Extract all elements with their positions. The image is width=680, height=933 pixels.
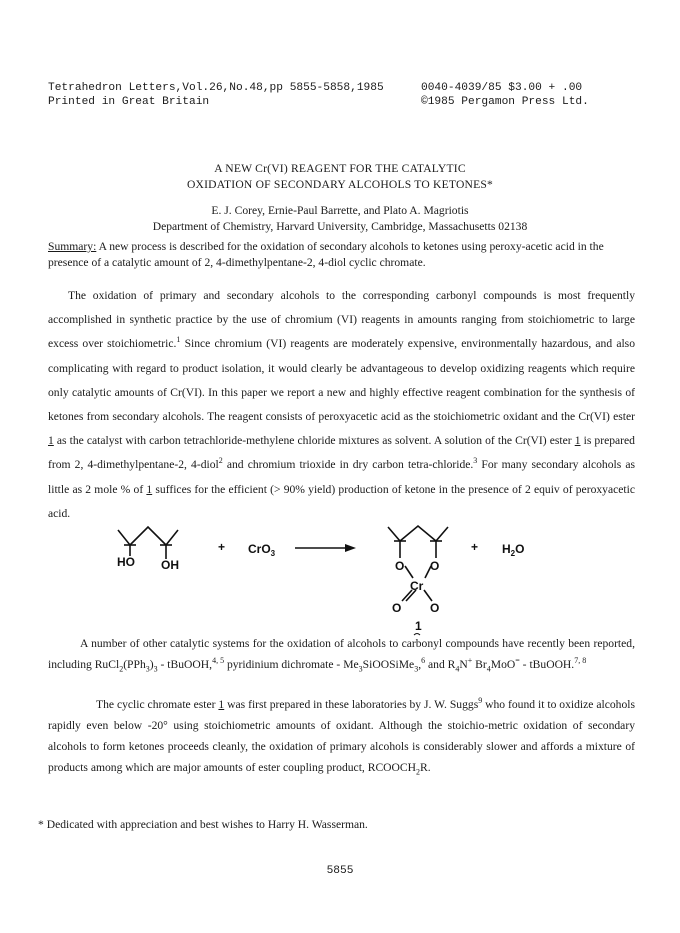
cro3-formula: CrO$_3$ — [248, 542, 276, 558]
article-title — [0, 161, 680, 192]
water-formula: $H_2O$ — [502, 542, 525, 558]
oxo-left: O — [392, 601, 402, 615]
diol-structure — [118, 527, 178, 559]
copyright: ©1985 Pergamon Press Ltd. — [421, 96, 589, 108]
p2-text-j: Br — [472, 657, 487, 671]
ref-6: 6 — [421, 655, 426, 665]
p1-text-a: The oxidation of primary and secondary alcohols to the corresponding carbonyl compounds is most frequently accomplished in synthetic practice by the use of chromium (VI) reagents in amounts ranging from stoichiometric to large excess over stoichiometric. — [48, 289, 635, 351]
compound-ref: 1 — [218, 698, 225, 711]
compound-ref: 1 — [574, 434, 581, 448]
ref-1: 1 — [176, 335, 181, 345]
p2-text-e: pyridinium dichromate - Me — [224, 657, 359, 671]
subscript: 3 — [414, 663, 419, 673]
p2-text-l: - tBuOOH. — [519, 657, 575, 671]
authors: E. J. Corey, Ernie-Paul Barrette, and Plato A. Magriotis — [211, 204, 469, 217]
p2-text-i: N — [459, 657, 468, 671]
plus-sign: + — [218, 540, 226, 554]
title-line-2: OXIDATION OF SECONDARY ALCOHOLS TO KETONES* — [186, 177, 494, 191]
ring-oxygen-left: O — [395, 559, 405, 573]
compound-ref: 1 — [48, 434, 54, 448]
title-line-1: A NEW Cr(VI) REAGENT FOR THE CATALYTIC — [214, 162, 466, 175]
cyclic-chromate-structure — [388, 526, 448, 601]
oxo-right: O — [430, 601, 440, 615]
p1-text-g: suffices for the efficient (> 90% yield) production of ketone in the presence of 2 equiv of peroxyacetic acid. — [48, 482, 635, 520]
p2-text-g: , — [418, 657, 422, 671]
p2-text-c: ) — [149, 657, 154, 671]
ref-7-8: 7, 8 — [574, 655, 587, 665]
p2-text-h: and R — [425, 657, 456, 671]
p3-text-a: The cyclic chromate ester — [96, 698, 219, 711]
chromium-label: Cr — [410, 579, 424, 593]
ref-4-5: 4, 5 — [212, 655, 225, 665]
paragraph-2 — [48, 634, 635, 675]
p1-text-f: For many secondary alcohols as little as 2 mole % of — [48, 458, 635, 496]
subscript: 2 — [416, 767, 421, 777]
p1-text-e: and chromium trioxide in dry carbon tetra-chloride. — [222, 458, 474, 472]
reaction-arrow — [295, 544, 356, 552]
issn-header — [421, 81, 589, 109]
p1-text-c: as the catalyst with carbon tetrachloride-methylene chloride mixtures as solvent. A solution of the Cr(VI) ester — [53, 434, 575, 448]
ref-9: 9 — [478, 696, 483, 706]
compound-label: 1 — [415, 619, 422, 633]
journal-header — [48, 81, 384, 109]
p1-text-b: Since chromium (VI) reagents are moderately expensive, environmentally hazardous, and also complicating with regard to product isolation, it would clearly be advantageous to develop oxidizing reagents which require only catalytic amounts of Cr(VI). In this paper we report a new and highly effective reagent combination for the synthesis of ketones from secondary alcohols. The reagent consists of peroxyacetic acid as the stoichiometric oxidant and the Cr(VI) ester — [48, 337, 635, 424]
p3-text-b: was first prepared in these laboratories by J. W. Suggs — [224, 698, 479, 711]
p2-text-a: A number of other catalytic systems for the oxidation of alcohols to carbonyl compounds have recently been reported, including RuCl — [48, 637, 635, 671]
paragraph-1 — [48, 284, 635, 526]
issn-price: 0040-4039/85 $3.00 + .00 — [421, 82, 583, 94]
subscript: 4 — [455, 663, 460, 673]
p3-text-c: who found it to oxidize alcohols rapidly even below -20° using stoichiometric amounts of oxidant. Although the stoichio-metric oxidation of secondary alcohols to form ketones proceeds cleanly, the oxidation of primary alcohols is considerably slower and affords a mixture of products among which are major amounts of ester coupling product, RCOOCH — [48, 698, 635, 775]
ho-label: HO — [117, 555, 135, 569]
printed-in: Printed in Great Britain — [48, 96, 210, 108]
p2-text-d: - tBuOOH, — [157, 657, 213, 671]
charge-minus: = — [515, 655, 520, 665]
charge-plus: + — [467, 655, 473, 665]
subscript: 3 — [145, 663, 150, 673]
p2-text-f: SiOOSiMe — [362, 657, 415, 671]
ref-2: 2 — [218, 456, 223, 466]
author-block — [0, 203, 680, 234]
oh-label: OH — [161, 558, 179, 572]
p1-text-d: is prepared from 2, 4-dimethylpentane-2, 4-diol — [48, 434, 635, 472]
footnote: * Dedicated with appreciation and best wishes to Harry H. Wasserman. — [38, 818, 368, 831]
summary — [48, 239, 635, 270]
journal-citation: Tetrahedron Letters,Vol.26,No.48,pp 5855-5858,1985 — [48, 82, 384, 94]
p3-text-d: R. — [420, 761, 431, 775]
page-number: 5855 — [326, 865, 354, 877]
ring-oxygen-right: O — [430, 559, 440, 573]
plus-sign: + — [471, 540, 479, 554]
summary-text: A new process is described for the oxidation of secondary alcohols to ketones using peroxy-acetic acid in the presence of a catalytic amount of 2, 4-dimethylpentane-2, 4-diol cyclic chromate. — [48, 240, 604, 269]
subscript: 3 — [358, 663, 363, 673]
subscript: 2 — [119, 663, 124, 673]
paragraph-3 — [48, 694, 635, 778]
compound-ref: 1 — [146, 482, 153, 496]
summary-label: Summary: — [48, 240, 97, 253]
ref-3: 3 — [473, 456, 478, 466]
subscript: 3 — [153, 663, 158, 673]
affiliation: Department of Chemistry, Harvard University, Cambridge, Massachusetts 02138 — [152, 219, 528, 233]
p2-text-b: (PPh — [123, 657, 146, 671]
subscript: 4 — [486, 663, 491, 673]
p2-text-k: MoO — [490, 657, 516, 671]
